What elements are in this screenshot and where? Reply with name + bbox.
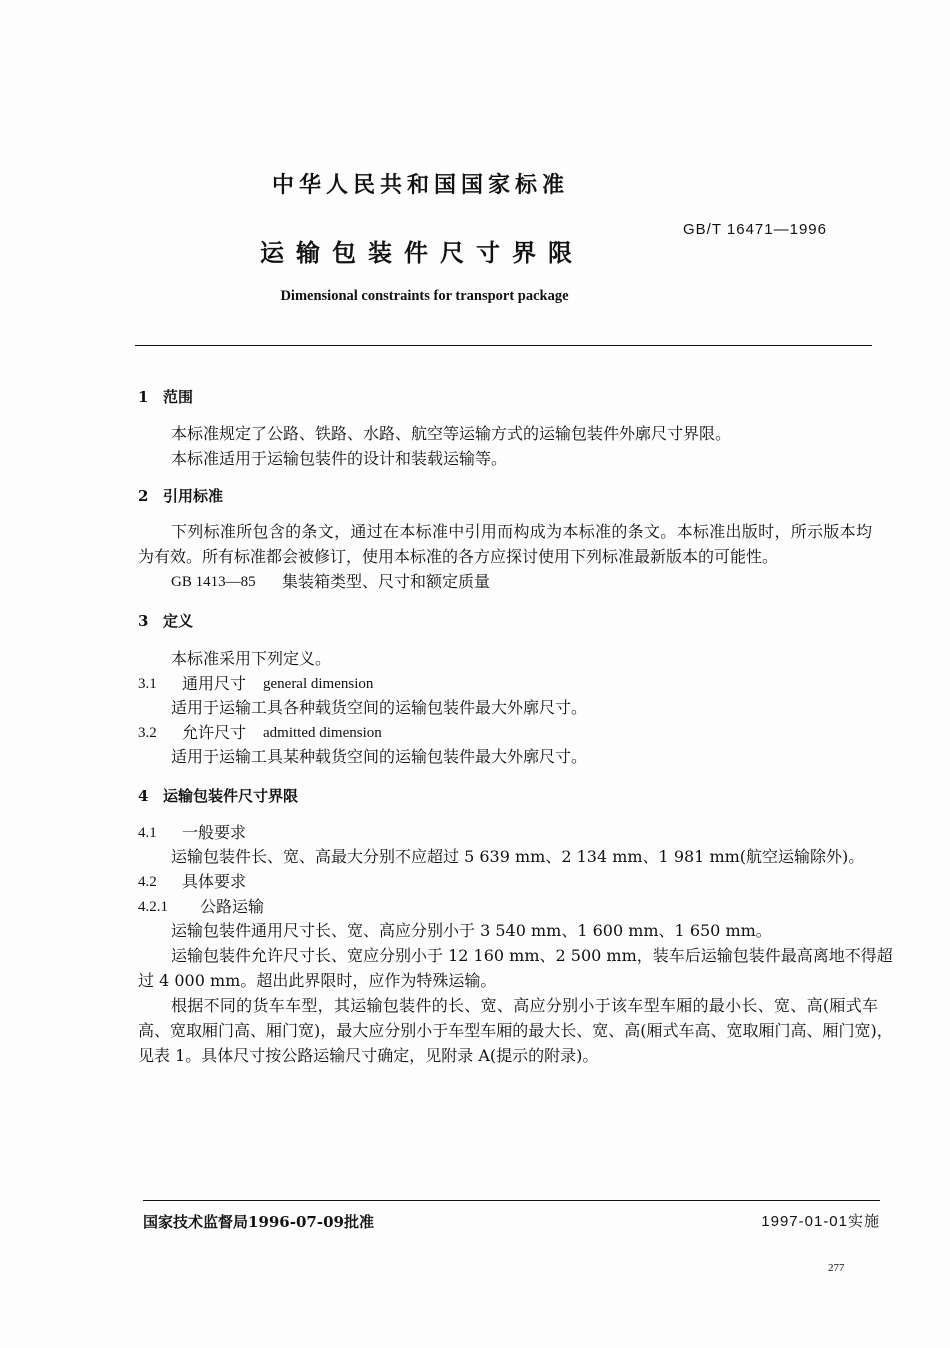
section-1-number: 1 [138, 388, 149, 406]
paragraph-line: 本标准规定了公路、铁路、水路、航空等运输方式的运输包装件外廓尺寸界限。 [171, 424, 732, 443]
footer-divider [143, 1200, 880, 1201]
subsection-4-1-number: 4.1 [138, 825, 157, 841]
paragraph-line: 为有效。所有标准都会被修订，使用本标准的各方应探讨使用下列标准最新版本的可能性。 [138, 547, 779, 566]
definition-3-1-text: 适用于运输工具各种载货空间的运输包装件最大外廓尺寸。 [171, 698, 588, 717]
section-1-title: 范围 [163, 388, 194, 406]
subsection-4-2-title: 具体要求 [182, 872, 247, 891]
section-2-number: 2 [138, 487, 149, 505]
section-2-title: 引用标准 [163, 487, 224, 505]
definition-3-2-number: 3.2 [138, 725, 157, 741]
paragraph-line: 高、宽取厢门高、厢门宽)，最大应分别小于车型车厢的最大长、宽、高(厢式车高、宽取厢门高、厢门宽)， [138, 1021, 893, 1040]
definition-3-1-number: 3.1 [138, 676, 157, 692]
reference-code: GB 1413—85 [171, 574, 256, 590]
effective-date: 1997-01-01实施 [761, 1213, 880, 1230]
paragraph-line: 本标准采用下列定义。 [171, 649, 332, 668]
reference-title: 集装箱类型、尺寸和额定质量 [282, 572, 491, 591]
document-title-en: Dimensional constraints for transport package [280, 288, 569, 304]
paragraph-line: 见表 1。具体尺寸按公路运输尺寸确定，见附录 A(提示的附录)。 [138, 1046, 599, 1065]
standard-code: GB/T 16471—1996 [683, 221, 827, 238]
definition-3-1-term: 通用尺寸 [182, 674, 247, 693]
paragraph-line: 运输包装件通用尺寸长、宽、高应分别小于 3 540 mm、1 600 mm、1 650 mm。 [171, 921, 772, 940]
paragraph-line: 运输包装件长、宽、高最大分别不应超过 5 639 mm、2 134 mm、1 981 mm(航空运输除外)。 [171, 847, 865, 866]
definition-3-2-text: 适用于运输工具某种载货空间的运输包装件最大外廓尺寸。 [171, 747, 588, 766]
section-3-title: 定义 [163, 612, 194, 630]
paragraph-line: 本标准适用于运输包装件的设计和装载运输等。 [171, 449, 508, 468]
definition-3-2-term: 允许尺寸 [182, 723, 247, 742]
subsection-4-2-number: 4.2 [138, 874, 157, 890]
approval-date: 国家技术监督局1996-07-09批准 [143, 1213, 374, 1231]
national-standard-heading: 中华人民共和国国家标准 [272, 172, 570, 198]
header-divider [135, 345, 872, 346]
subsection-4-2-1-title: 公路运输 [200, 897, 265, 916]
definition-3-1-term-en: general dimension [263, 676, 374, 692]
document-title-cn: 运输包装件尺寸界限 [260, 238, 584, 267]
section-3-number: 3 [138, 612, 149, 630]
paragraph-line: 过 4 000 mm。超出此界限时，应作为特殊运输。 [138, 971, 497, 990]
subsection-4-2-1-number: 4.2.1 [138, 899, 168, 915]
subsection-4-1-title: 一般要求 [182, 823, 247, 842]
definition-3-2-term-en: admitted dimension [263, 725, 382, 741]
paragraph-line: 运输包装件允许尺寸长、宽应分别小于 12 160 mm、2 500 mm，装车后运输包装件最高离地不得超 [171, 946, 893, 965]
paragraph-line: 下列标准所包含的条文，通过在本标准中引用而构成为本标准的条文。本标准出版时，所示版本均 [171, 522, 872, 541]
section-4-number: 4 [138, 787, 149, 805]
page-number: 277 [828, 1262, 845, 1274]
paragraph-line: 根据不同的货车车型，其运输包装件的长、宽、高应分别小于该车型车厢的最小长、宽、高(厢式车 [171, 996, 878, 1015]
section-4-title: 运输包装件尺寸界限 [163, 787, 299, 805]
